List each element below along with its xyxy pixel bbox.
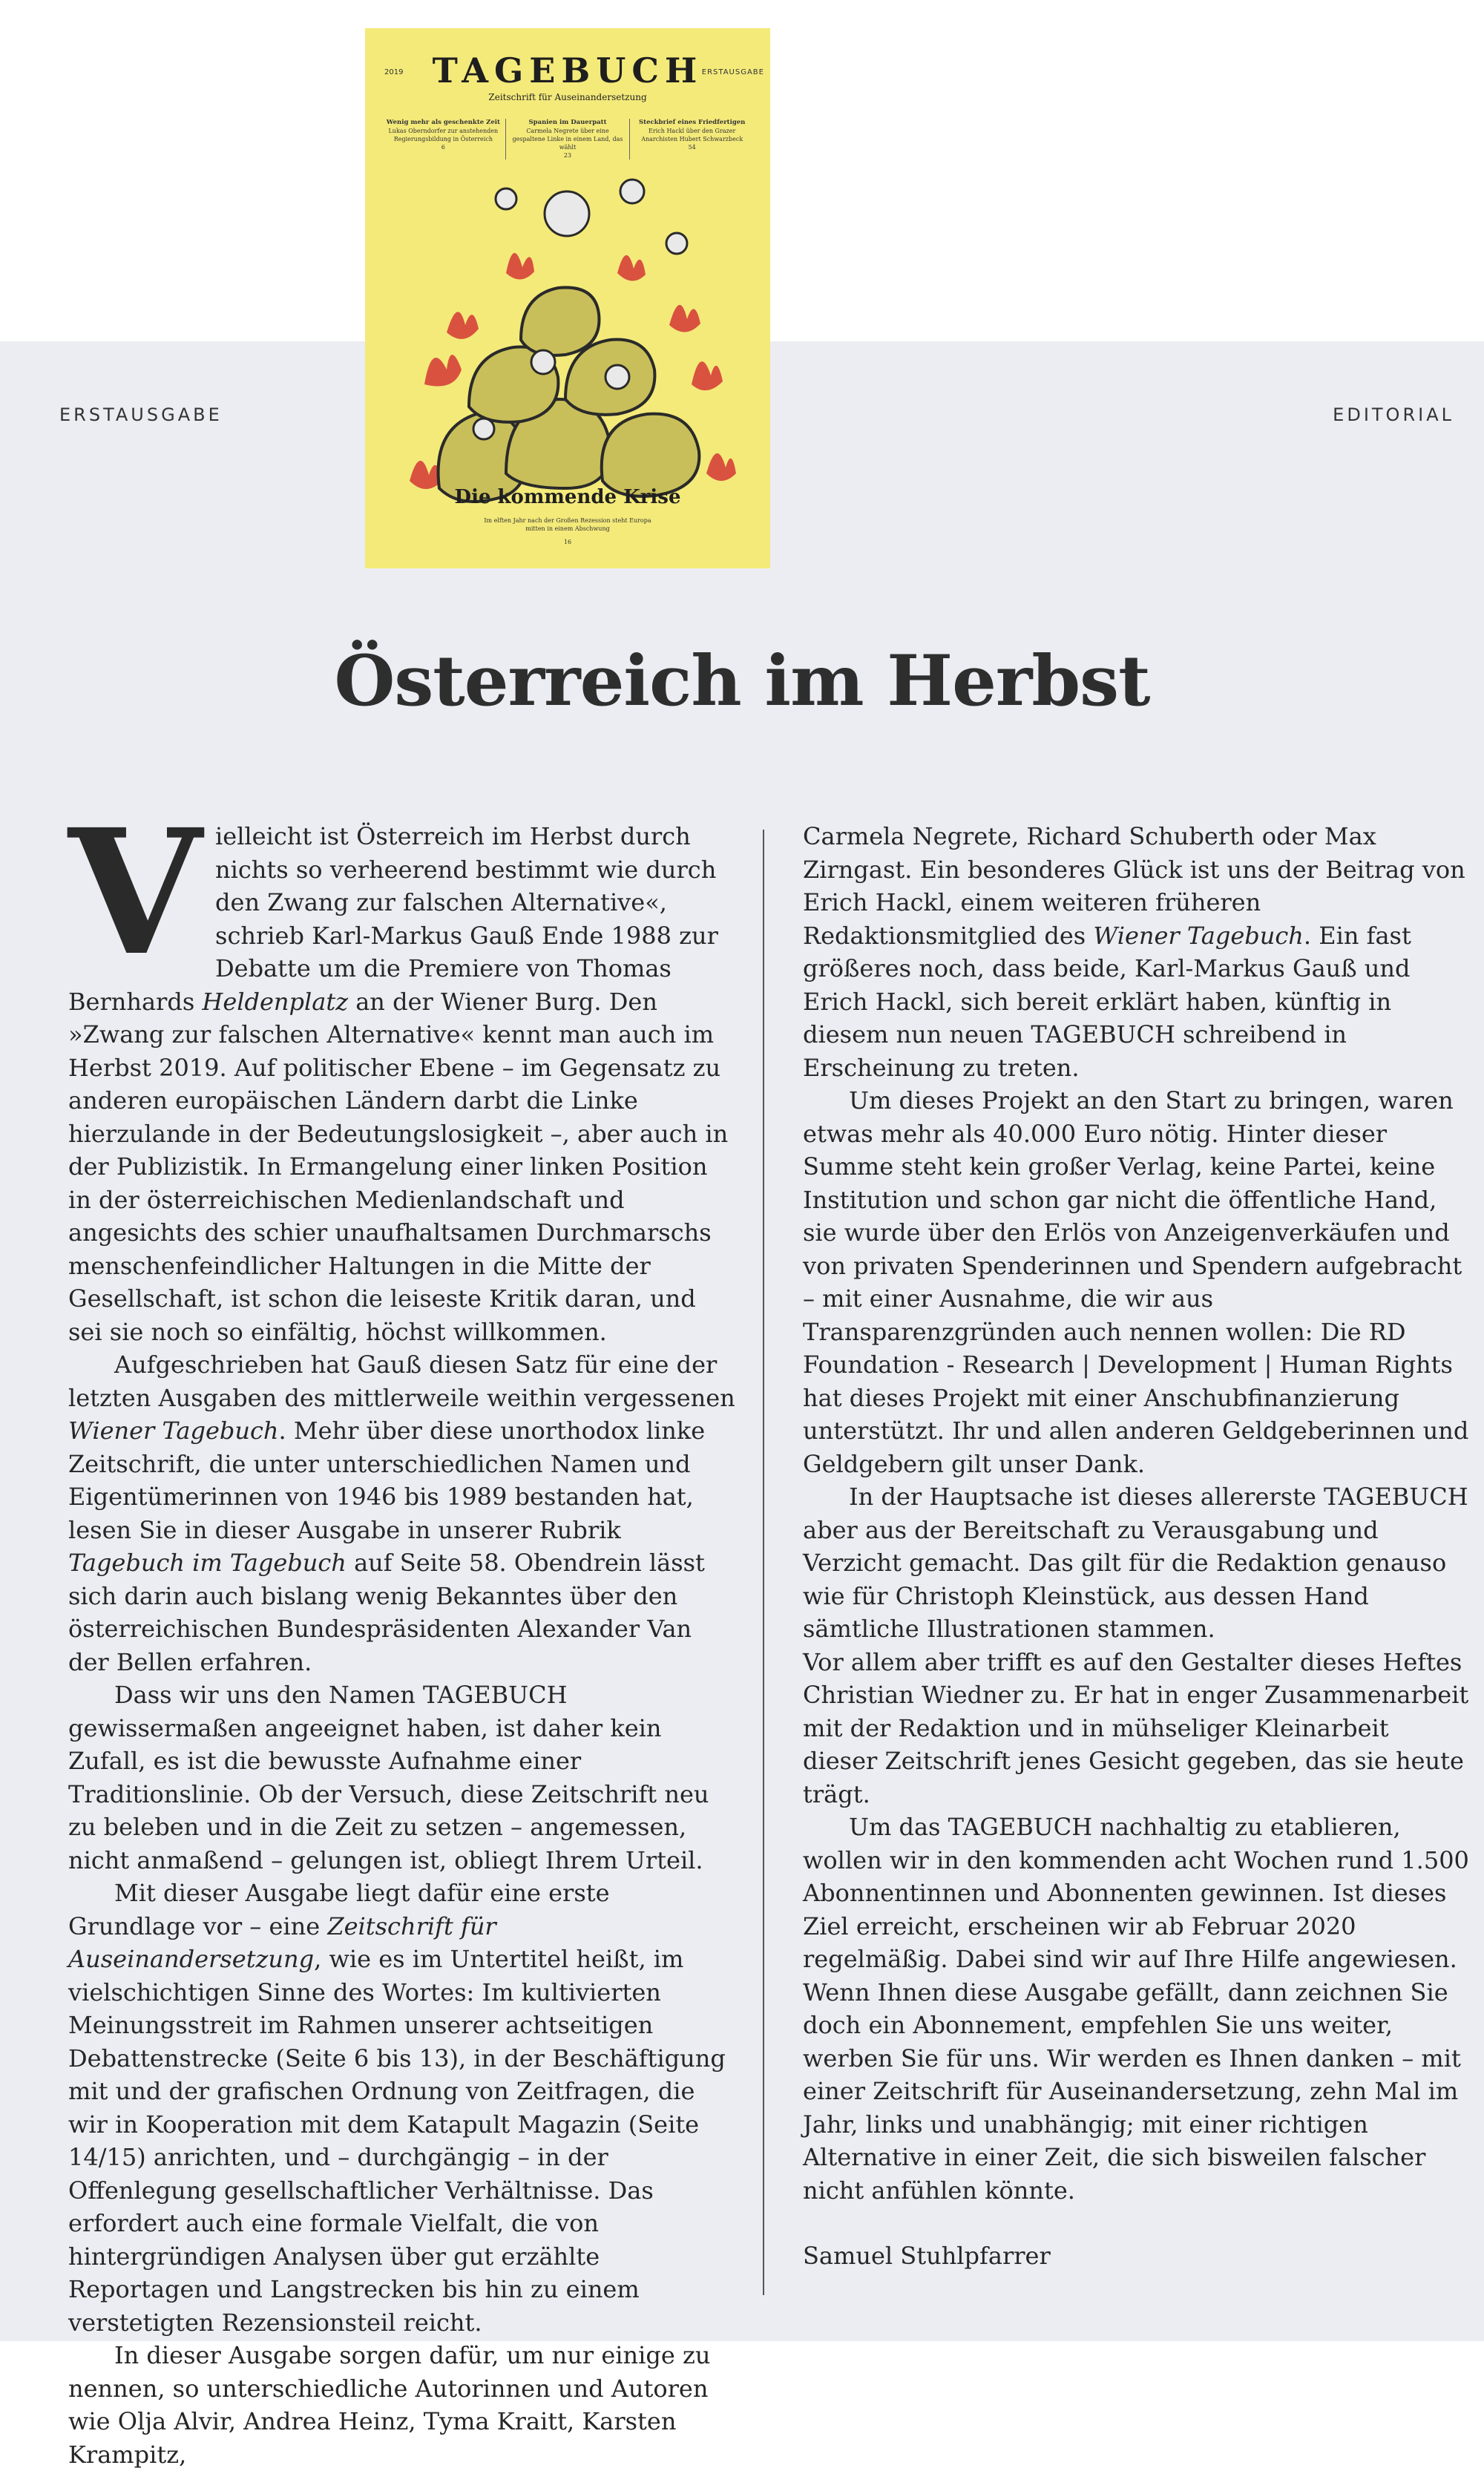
teaser-text: Lukas Oberndorfer zur anstehenden Regierungsbildung in Österreich <box>388 128 499 142</box>
drop-cap: V <box>68 791 203 994</box>
italic-title: Wiener Tagebuch <box>68 1417 279 1445</box>
paragraph: Um das TAGEBUCH nachhaltig zu etablieren, wollen wir in den kommenden acht Wochen rund 1.500 Abonnentinnen und Abonnenten gewinnen. Ist dieses Ziel erreicht, erscheinen wir ab Februar 2020 regelmäßig. Dabei sind wir auf Ihre Hilfe angewiesen. Wenn Ihnen diese Ausgabe gefällt, dann zeichnen Sie doch ein Abonnement, empfehlen Sie uns weiter, werben Sie für uns. Wir werden es Ihnen danken – mit einer Zeitschrift für Auseinandersetzung, zehn Mal im Jahr, links und unabhängig; mit einer richtigen Alternative in einer Zeit, die sich bisweilen falscher nicht anfühlen könnte. <box>803 1813 1469 2205</box>
paragraph: Vor allem aber trifft es auf den Gestalter dieses Heftes Christian Wiedner zu. Er hat in enger Zusammenarbeit mit der Redaktion und in mühseliger Kleinarbeit dieser Zeitschrift jenes Gesicht gegeben, das sie heute trägt. <box>803 1647 1469 1808</box>
italic-title: Heldenplatz <box>202 987 349 1016</box>
cover-illustration <box>395 162 741 511</box>
paragraph <box>68 1877 736 2339</box>
article-column-right <box>803 820 1471 2273</box>
paragraph <box>803 820 1471 1084</box>
teaser-page: 54 <box>688 144 696 151</box>
paragraph <box>68 1348 736 1678</box>
italic-title: Zeitschrift für Auseinandersetzung <box>68 1912 496 1973</box>
teaser-text: Carmela Negrete über eine gespaltene Linke in einem Land, das wählt <box>512 128 623 151</box>
teaser-page: 23 <box>563 152 572 159</box>
cover-deck <box>365 516 770 533</box>
cover-teaser <box>505 119 630 160</box>
cover-masthead: TAGEBUCH <box>432 50 703 91</box>
teaser-text: Erich Hackl über den Grazer Anarchisten Hubert Schwarzbeck <box>641 128 743 142</box>
paragraph: Dass wir uns den Namen TAGEBUCH gewissermaßen angeeignet haben, ist daher kein Zufall, es ist die bewusste Aufnahme einer Traditionslinie. Ob der Versuch, diese Zeitschrift neu zu beleben und in die Zeit zu setzen – angemessen, nicht anmaßend – gelungen ist, obliegt Ihrem Urteil. <box>68 1681 709 1874</box>
cover-page-ref: 16 <box>563 539 572 545</box>
paragraph: In dieser Ausgabe sorgen dafür, um nur einige zu nennen, so unterschiedliche Autorinnen und Autoren wie Olja Alvir, Andrea Heinz, Tyma Kraitt, Karsten Krampitz, <box>68 2341 711 2469</box>
magazine-cover <box>365 28 770 568</box>
cover-year: 2019 <box>384 68 404 76</box>
column-divider <box>763 830 764 2295</box>
italic-title: Tagebuch im Tagebuch <box>68 1549 347 1577</box>
teaser-title: Wenig mehr als geschenkte Zeit <box>386 119 500 126</box>
article-headline: Österreich im Herbst <box>334 640 1150 722</box>
cover-deck-line: Im elften Jahr nach der Großen Rezession steht Europa <box>484 517 651 524</box>
teaser-title: Spanien im Dauerpatt <box>528 119 607 126</box>
paragraph-text: Aufgeschrieben hat Gauß diesen Satz für eine der letzten Ausgaben des mittlerweile weithin vergessenen <box>68 1351 735 1412</box>
cover-deck-line: mitten in einem Abschwung <box>525 525 610 532</box>
section-kicker: ERSTAUSGABE <box>59 404 223 425</box>
paragraph-text: . Ein fast größeres noch, dass beide, Karl-Markus Gauß und Erich Hackl, sich bereit erklärt haben, künftig in diesem nun neuen TAGEBUCH schreibend in Erscheinung zu treten. <box>803 921 1411 1082</box>
teaser-page: 6 <box>441 144 445 151</box>
paragraph: Um dieses Projekt an den Start zu bringen, waren etwas mehr als 40.000 Euro nötig. Hinter dieser Summe steht kein großer Verlag, keine Partei, keine Institution und schon gar nicht die öffentliche Hand, sie wurde über den Erlös von Anzeigenverkäufen und von privaten Spenderinnen und Spendern aufgebracht – mit einer Ausnahme, die wir aus Transparenzgründen auch nennen wollen: Die RD Foundation - Research | Development | Human Rights hat dieses Projekt mit einer Anschubfinanzierung unterstützt. Ihr und allen anderen Geldgeberinnen und Geldgebern gilt unser Dank. <box>803 1086 1469 1478</box>
cover-teasers <box>381 119 754 160</box>
paragraph-text: Mit dieser Ausgabe liegt dafür eine erste Grundlage vor – eine <box>68 1879 610 1940</box>
article-column-left <box>68 791 736 2471</box>
italic-title: Wiener Tagebuch <box>1093 921 1304 950</box>
paragraph-text: Carmela Negrete, Richard Schuberth oder Max Zirngast. Ein besonderes Glück ist uns der Beitrag von Erich Hackl, einem weiteren früheren Redaktionsmitglied des <box>803 822 1465 950</box>
rubric-kicker: EDITORIAL <box>1333 404 1454 425</box>
paragraph-text: , wie es im Untertitel heißt, im vielschichtigen Sinne des Wortes: Im kultivierten Meinungsstreit im Rahmen unserer achtseitigen Debattenstrecke (Seite 6 bis 13), in der Beschäftigung mit und der grafischen Ordnung von Zeitfragen, die wir in Kooperation mit dem Katapult Magazin (Seite 14/15) anrichten, und – durchgängig – in der Offenlegung gesellschaftlicher Verhältnisse. Das erfordert auch eine formale Vielfalt, die von hintergründigen Analysen über gut erzählte Reportagen und Langstrecken bis hin zu einem verstetigten Rezensionsteil reicht. <box>68 1945 726 2337</box>
paragraph-text: auf Seite 58. Obendrein lässt sich darin auch bislang wenig Bekanntes über den österreichischen Bundespräsidenten Alexander Van der Bellen erfahren. <box>68 1549 705 1676</box>
author-signature: Samuel Stuhlpfarrer <box>803 2242 1051 2270</box>
paragraph-text: an der Wiener Burg. Den »Zwang zur falschen Alternative« kennt man auch im Herbst 2019. Auf politischer Ebene – im Gegensatz zu anderen europäischen Ländern darbt die Linke hierzulande in der Bedeutungslosigkeit –, aber auch in der Publizistik. In Ermangelung einer linken Position in der österreichischen Medienlandschaft und angesichts des schier unaufhaltsamen Durchmarschs menschenfeindlicher Haltungen in die Mitte der Gesellschaft, ist schon die leiseste Kritik daran, und sei sie noch so einfältig, höchst willkommen. <box>68 987 729 1346</box>
cover-teaser <box>381 119 505 160</box>
paragraph <box>68 791 736 1348</box>
cover-subtitle: Zeitschrift für Auseinandersetzung <box>488 92 647 102</box>
cover-title: Die kommende Krise <box>454 486 681 508</box>
paragraph-text: . Mehr über diese unorthodox linke Zeitschrift, die unter unterschiedlichen Namen und Eigentümerinnen von 1946 bis 1989 bestanden hat, lesen Sie in dieser Ausgabe in unserer Rubrik <box>68 1417 706 1544</box>
paragraph-text: ielleicht ist Österreich im Herbst durch nichts so verheerend bestimmt wie durch den Zwang zur falschen Alternative«, schrieb Karl-Markus Gauß Ende 1988 zur Debatte um die Premiere von Thomas Bernhards <box>68 822 718 1016</box>
cover-teaser <box>629 119 754 160</box>
teaser-title: Steckbrief eines Friedfertigen <box>639 119 746 126</box>
paragraph: In der Hauptsache ist dieses allererste TAGEBUCH aber aus der Bereitschaft zu Verausgabung und Verzicht gemacht. Das gilt für die Redaktion genauso wie für Christoph Kleinstück, aus dessen Hand sämtliche Illustrationen stammen. <box>803 1483 1468 1643</box>
cover-edition: ERSTAUSGABE <box>701 68 764 76</box>
